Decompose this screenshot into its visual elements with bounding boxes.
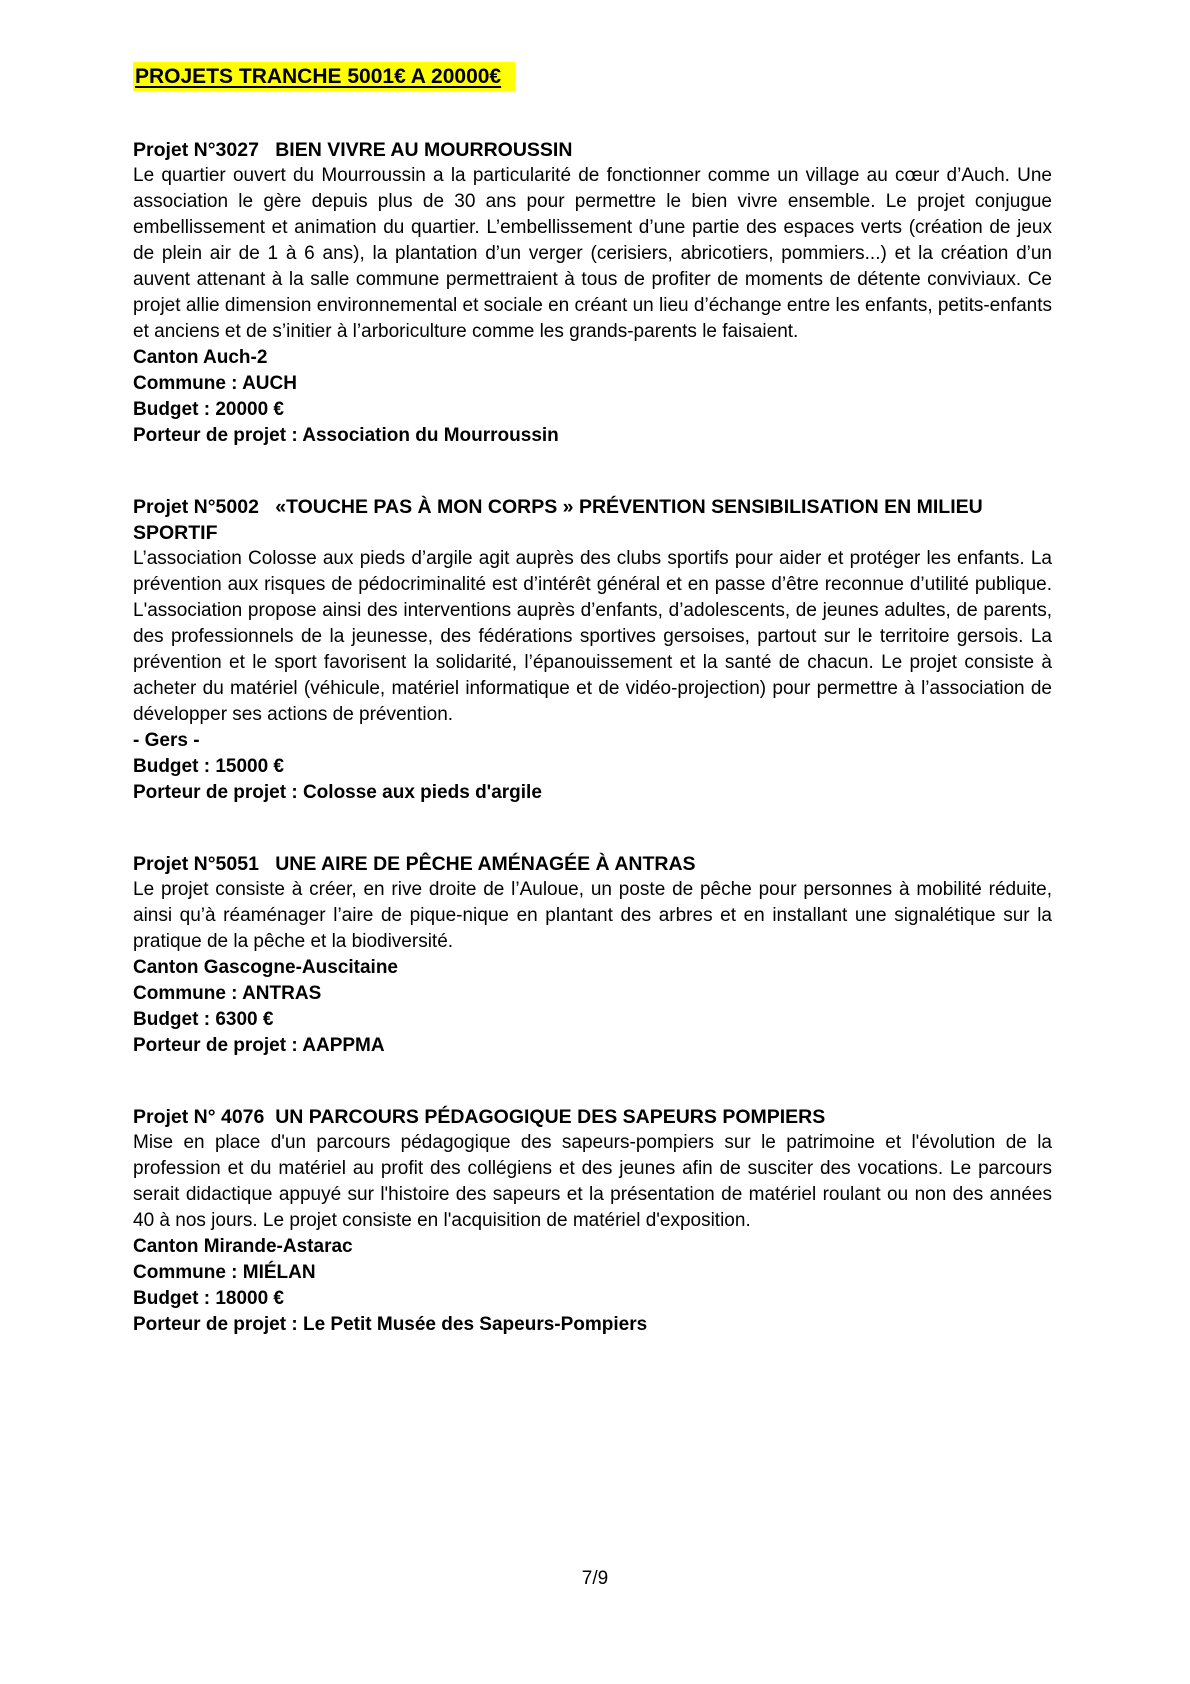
- project-section-4076: [133, 1104, 1052, 1338]
- page-number: 7/9: [581, 1568, 609, 1589]
- project-heading: Projet N°3027 BIEN VIVRE AU MOURROUSSIN: [133, 139, 573, 161]
- project-description: Le quartier ouvert du Mourroussin a la particularité de fonctionner comme un village au cœur d’Auch. Une association le gère depuis plus de 30 ans pour permettre le bien vivre ensemble. Le projet conjugue embellissement et animation du quartier. L’embellissement d’une partie des espaces verts (création de jeux de plein air de 1 à 6 ans), la plantation d’un verger (cerisiers, abricotiers, pommiers...) et la création d’un auvent attenant à la salle commune permettraient à tous de profiter de moments de détente conviviaux. Ce projet allie dimension environnemental et sociale en créant un lieu d’échange entre les enfants, petits-enfants et anciens et de s’initier à l’arboriculture comme les grands-parents le faisaient.: [133, 165, 1052, 342]
- project-section-3027: [133, 137, 1052, 449]
- project-porteur: Porteur de projet : Association du Mourroussin: [133, 425, 559, 446]
- project-description: Mise en place d'un parcours pédagogique des sapeurs-pompiers sur le patrimoine et l'évolution de la profession et du matériel au profit des collégiens et des jeunes afin de susciter des vocations. Le parcours serait didactique appuyé sur l'histoire des sapeurs et la présentation de matériel roulant ou non des années 40 à nos jours. Le projet consiste en l'acquisition de matériel d'exposition.: [133, 1132, 1052, 1231]
- project-commune: Commune : AUCH: [133, 373, 297, 394]
- project-budget: Budget : 18000 €: [133, 1288, 284, 1309]
- page-title: PROJETS TRANCHE 5001€ A 20000€: [133, 62, 515, 91]
- project-heading: Projet N°5002 «TOUCHE PAS À MON CORPS » PRÉVENTION SENSIBILISATION EN MILIEU SPORTIF: [133, 496, 989, 544]
- project-heading: Projet N°5051 UNE AIRE DE PÊCHE AMÉNAGÉE À ANTRAS: [133, 853, 696, 875]
- project-porteur: Porteur de projet : Colosse aux pieds d'argile: [133, 782, 542, 803]
- project-territory: - Gers -: [133, 730, 200, 751]
- project-budget: Budget : 15000 €: [133, 756, 284, 777]
- project-budget: Budget : 6300 €: [133, 1009, 274, 1030]
- project-canton: Canton Mirande-Astarac: [133, 1236, 353, 1257]
- project-commune: Commune : MIÉLAN: [133, 1262, 316, 1283]
- project-budget: Budget : 20000 €: [133, 399, 284, 420]
- project-porteur: Porteur de projet : AAPPMA: [133, 1035, 385, 1056]
- project-description: L’association Colosse aux pieds d’argile agit auprès des clubs sportifs pour aider et protéger les enfants. La prévention aux risques de pédocriminalité est d’intérêt général et en passe d’être reconnue d’utilité publique. L'association propose ainsi des interventions auprès d’enfants, d’adolescents, de jeunes adultes, de parents, des professionnels de la jeunesse, des fédérations sportives gersoises, partout sur le territoire gersois. La prévention et le sport favorisent la solidarité, l’épanouissement et la santé de chacun. Le projet consiste à acheter du matériel (véhicule, matériel informatique et de vidéo-projection) pour permettre à l’association de développer ses actions de prévention.: [133, 548, 1052, 725]
- project-porteur: Porteur de projet : Le Petit Musée des Sapeurs-Pompiers: [133, 1314, 648, 1335]
- project-description: Le projet consiste à créer, en rive droite de l’Auloue, un poste de pêche pour personnes à mobilité réduite, ainsi qu’à réaménager l’aire de pique-nique en plantant des arbres et en installant une signalétique sur la pratique de la pêche et la biodiversité.: [133, 879, 1052, 952]
- project-canton: Canton Auch-2: [133, 347, 268, 368]
- project-heading: Projet N° 4076 UN PARCOURS PÉDAGOGIQUE DES SAPEURS POMPIERS: [133, 1106, 826, 1128]
- project-canton: Canton Gascogne-Auscitaine: [133, 957, 398, 978]
- project-commune: Commune : ANTRAS: [133, 983, 322, 1004]
- title-row: [133, 62, 1052, 91]
- project-section-5051: [133, 851, 1052, 1059]
- project-section-5002: [133, 494, 1052, 806]
